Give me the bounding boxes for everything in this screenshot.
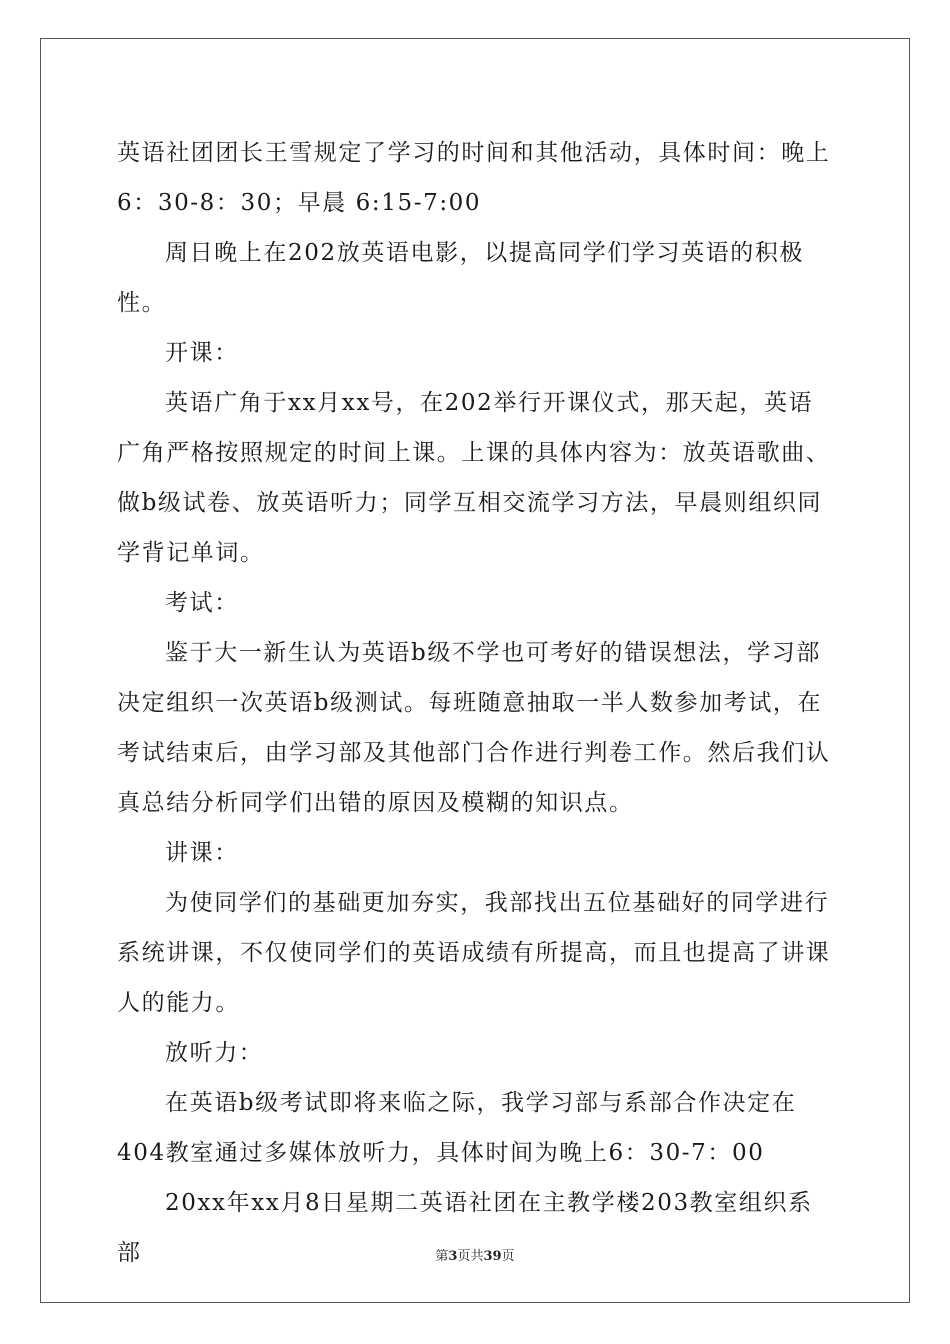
page-footer: [0, 1245, 950, 1264]
total-suffix: 页: [501, 1249, 515, 1264]
section-heading: 讲课：: [165, 840, 239, 866]
paragraph: 在英语b级考试即将来临之际，我学习部与系部合作决定在404教室通过多媒体放听力，具体时间为晚上6：30-7：00: [117, 1090, 797, 1166]
document-body: [117, 128, 833, 1278]
section-heading: 放听力：: [165, 1040, 264, 1066]
paragraph: 英语广角于xx月xx号，在202举行开课仪式，那天起，英语广角严格按照规定的时间上课。上课的具体内容为：放英语歌曲、做b级试卷、放英语听力；同学互相交流学习方法，早晨则组织同学背记单词。: [117, 390, 831, 566]
page-prefix: 第: [435, 1249, 449, 1264]
section-heading: 开课：: [165, 340, 239, 366]
paragraph: 20xx年xx月8日星期二英语社团在主教学楼203教室组织系部: [117, 1190, 813, 1266]
paragraph: 英语社团团长王雪规定了学习的时间和其他活动，具体时间：晚上6：30-8：30；早晨 6:15-7:00: [117, 140, 831, 216]
total-pages: 39: [483, 1249, 502, 1264]
paragraph: 周日晚上在202放英语电影，以提高同学们学习英语的积极性。: [117, 240, 805, 316]
paragraph: 鉴于大一新生认为英语b级不学也可考好的错误想法，学习部决定组织一次英语b级测试。每班随意抽取一半人数参加考试，在考试结束后，由学习部及其他部门合作进行判卷工作。然后我们认真总结分析同学们出错的原因及模糊的知识点。: [117, 640, 831, 816]
total-prefix: 共: [470, 1249, 484, 1264]
paragraph: 为使同学们的基础更加夯实，我部找出五位基础好的同学进行系统讲课，不仅使同学们的英语成绩有所提高，而且也提高了讲课人的能力。: [117, 890, 831, 1016]
page-number: 3: [448, 1249, 458, 1264]
section-heading: 考试：: [165, 590, 239, 616]
page-suffix: 页: [457, 1249, 471, 1264]
